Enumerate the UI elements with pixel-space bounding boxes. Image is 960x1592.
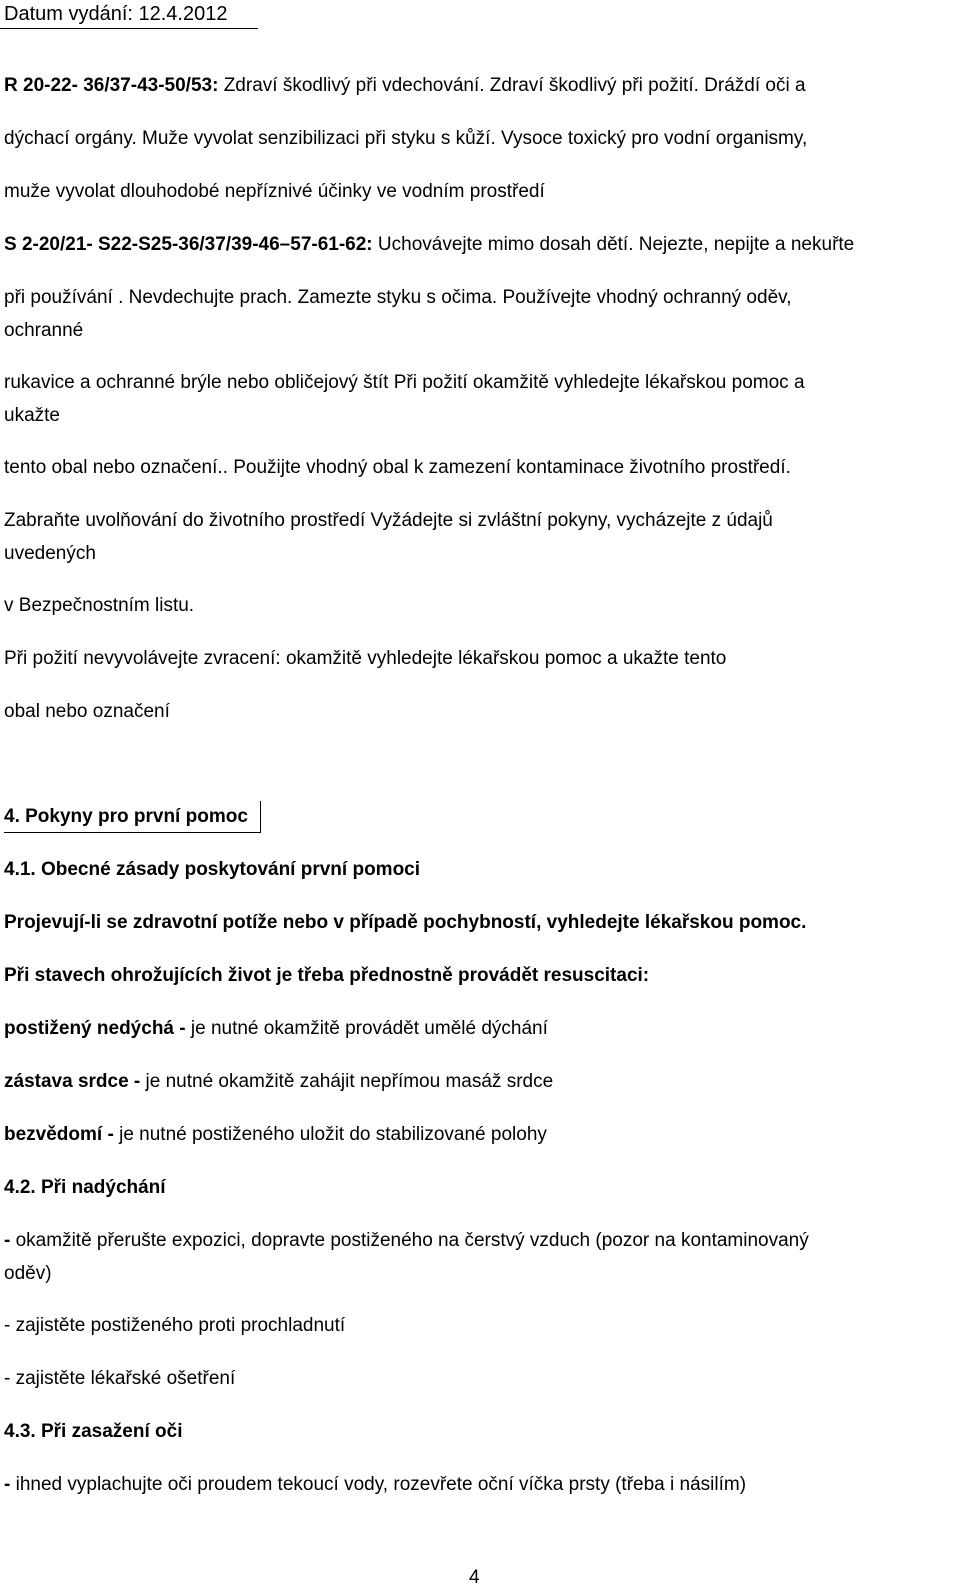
section-4-1-title: 4.1. Obecné zásady poskytování první pomoci [4, 859, 421, 880]
section-4-3-line-1-text: ihned vyplachujte oči proudem tekoucí vody, rozevřete oční víčka prsty (třeba i násilím) [10, 1474, 747, 1495]
s-phrases-line-4: rukavice a ochranné brýle nebo obličejový štít Při požití okamžitě vyhledejte lékařskou pomoc a [4, 372, 805, 393]
s-phrases-line-8: uvedených [4, 543, 96, 564]
r-phrases-line-3: muže vyvolat dlouhodobé nepříznivé účinky ve vodním prostředí [4, 181, 545, 202]
s-phrases-line-6: tento obal nebo označení.. Použijte vhodný obal k zamezení kontaminace životního prostředí. [4, 457, 791, 478]
s-phrases-line-1 [4, 233, 854, 257]
section-4-1-line-1: Projevují-li se zdravotní potíže nebo v případě pochybností, vyhledejte lékařskou pomoc. [4, 912, 807, 933]
item-3-term: bezvědomí - [4, 1124, 114, 1145]
section-4-2-title: 4.2. Při nadýchání [4, 1177, 166, 1198]
section-4-3-dash: - [4, 1474, 11, 1495]
item-1-text: je nutné okamžitě provádět umělé dýchání [185, 1018, 548, 1039]
item-3-text: je nutné postiženého uložit do stabilizované polohy [113, 1124, 547, 1145]
page-number: 4 [469, 1567, 480, 1588]
s-phrases-line-10: Při požití nevyvolávejte zvracení: okamžitě vyhledejte lékařskou pomoc a ukažte tento [4, 648, 727, 669]
s-phrases-line-7: Zabraňte uvolňování do životního prostředí Vyžádejte si zvláštní pokyny, vycházejte z údajů [4, 510, 773, 531]
r-phrases-text: Zdraví škodlivý při vdechování. Zdraví škodlivý při požití. Dráždí oči a [218, 75, 806, 96]
s-phrases-line-2: při používání . Nevdechujte prach. Zamezte styku s očima. Používejte vhodný ochranný oděv, [4, 287, 792, 308]
section-4-2-dash: - [4, 1230, 11, 1251]
s-phrases-line-3: ochranné [4, 320, 84, 341]
s-phrases-line-11: obal nebo označení [4, 701, 170, 722]
page-header [0, 0, 258, 29]
r-phrases-line-1 [4, 74, 806, 98]
section-4-1-item-1 [4, 1017, 548, 1041]
item-2-text: je nutné okamžitě zahájit nepřímou masáž srdce [140, 1071, 554, 1092]
section-4-1-item-3 [4, 1123, 547, 1147]
section-4-2-line-3: - zajistěte postiženého proti prochladnutí [4, 1315, 346, 1336]
section-4-2-line-4: - zajistěte lékařské ošetření [4, 1368, 236, 1389]
section-4-3-title: 4.3. Při zasažení oči [4, 1421, 183, 1442]
section-4-3-line-1 [4, 1473, 746, 1497]
item-1-term: postižený nedýchá - [4, 1018, 186, 1039]
s-phrases-line-5: ukažte [4, 405, 60, 426]
s-phrases-code: S 2-20/21- S22-S25-36/37/39-46–57-61-62: [4, 234, 373, 255]
section-4-2-line-1 [4, 1229, 809, 1253]
section-4-1-item-2 [4, 1070, 553, 1094]
section-4-2-line-1-text: okamžitě přerušte expozici, dopravte postiženého na čerstvý vzduch (pozor na kontaminovaný [10, 1230, 809, 1251]
s-phrases-text: Uchovávejte mimo dosah dětí. Nejezte, nepijte a nekuřte [372, 234, 855, 255]
section-4-1-line-2: Při stavech ohrožujících život je třeba přednostně provádět resuscitaci: [4, 965, 650, 986]
section-4-title: 4. Pokyny pro první pomoc [4, 806, 248, 827]
section-4-2-line-2: oděv) [4, 1263, 52, 1284]
s-phrases-line-9: v Bezpečnostním listu. [4, 595, 195, 616]
item-2-term: zástava srdce - [4, 1071, 141, 1092]
r-phrases-code: R 20-22- 36/37-43-50/53: [4, 75, 219, 96]
r-phrases-line-2: dýchací orgány. Muže vyvolat senzibilizaci při styku s kůží. Vysoce toxický pro vodní organismy, [4, 128, 808, 149]
issue-date: Datum vydání: 12.4.2012 [4, 3, 228, 25]
